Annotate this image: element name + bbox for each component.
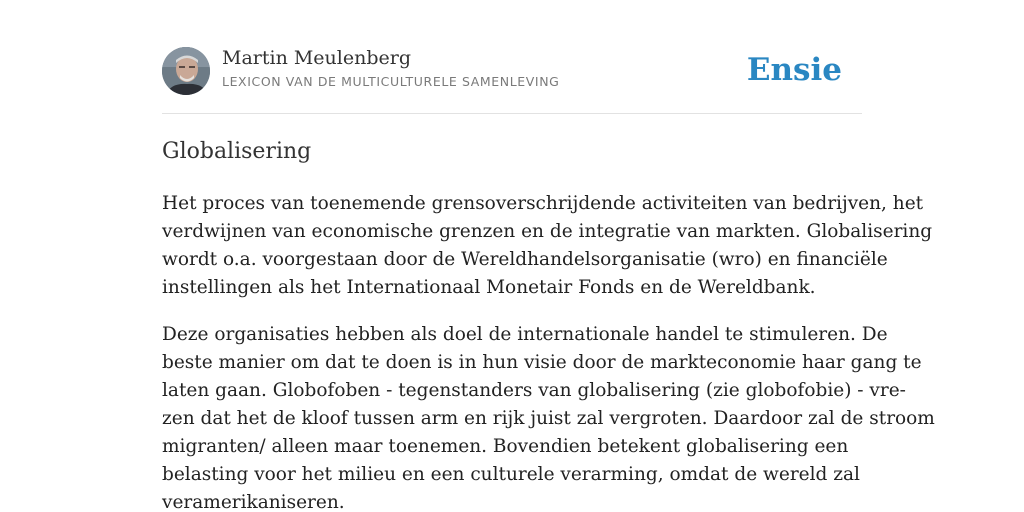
paragraph-line: veramerikaniseren. <box>162 492 345 512</box>
paragraph-line: laten gaan. Globofoben - tegenstanders van globalisering (zie globofobie) - vre- <box>162 380 906 401</box>
source-name[interactable]: LEXICON VAN DE MULTICULTURELE SAMENLEVING <box>222 74 560 89</box>
paragraph-line: beste manier om dat te doen is in hun visie door de markteconomie haar gang te <box>162 352 922 373</box>
paragraph-line: verdwijnen van economische grenzen en de integratie van markten. Globalisering <box>162 221 933 242</box>
header-divider <box>162 113 862 114</box>
author-avatar[interactable] <box>162 47 210 95</box>
paragraph-line: zen dat het de kloof tussen arm en rijk juist zal vergroten. Daardoor zal de stroom <box>162 408 935 429</box>
brand-logo[interactable]: Ensie <box>746 52 842 88</box>
article-paragraph-1 <box>162 190 933 302</box>
paragraph-line: instellingen als het Internationaal Monetair Fonds en de Wereldbank. <box>162 277 816 298</box>
page <box>162 0 935 512</box>
author-name[interactable]: Martin Meulenberg <box>222 47 411 69</box>
header <box>162 46 862 96</box>
article-paragraph-2 <box>162 321 935 512</box>
paragraph-line: Het proces van toenemende grensoverschrijdende activiteiten van bedrijven, het <box>162 193 924 214</box>
article-title: Globalisering <box>162 139 312 164</box>
paragraph-line: Deze organisaties hebben als doel de internationale handel te stimuleren. De <box>162 324 888 345</box>
paragraph-line: wordt o.a. voorgestaan door de Wereldhandelsorganisatie (wro) en financiële <box>162 249 888 270</box>
paragraph-line: belasting voor het milieu en een culturele verarming, omdat de wereld zal <box>162 464 860 485</box>
avatar-photo-icon <box>162 47 210 95</box>
paragraph-line: migranten/ alleen maar toenemen. Bovendien betekent globalisering een <box>162 436 849 457</box>
